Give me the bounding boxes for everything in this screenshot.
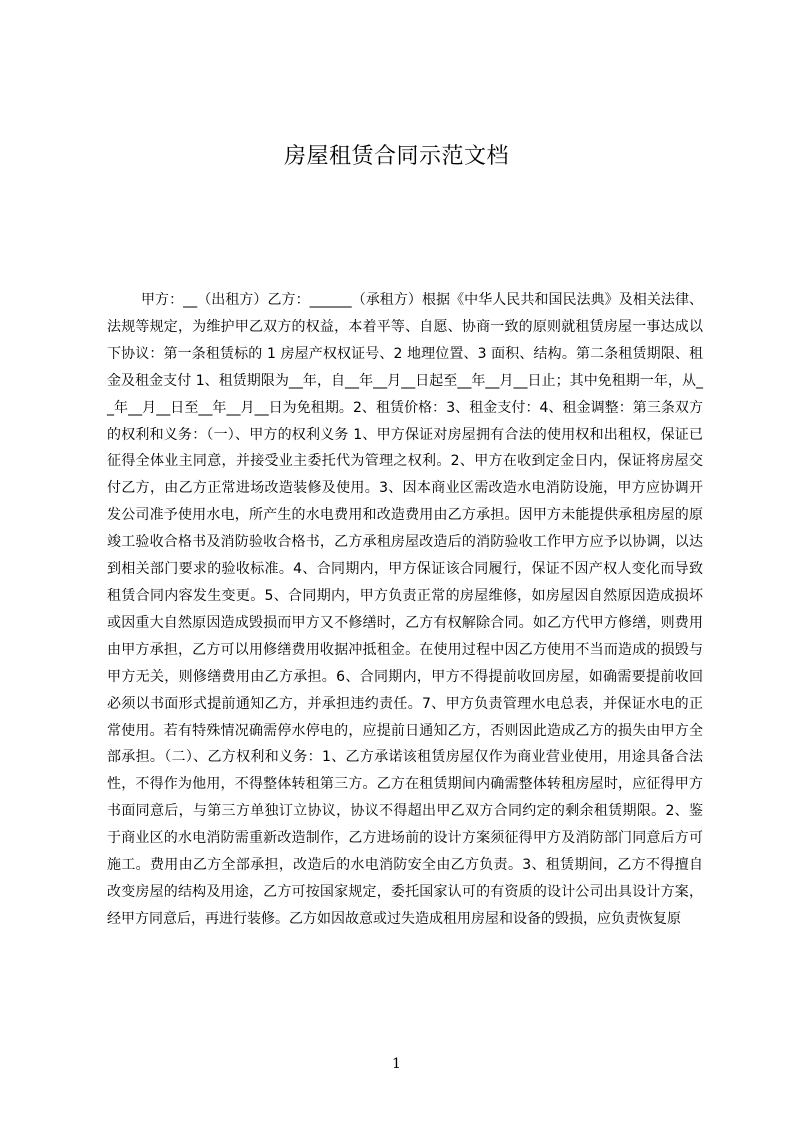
document-title: 房屋租赁合同示范文档	[283, 144, 509, 169]
contract-body-text: 甲方：__（出租方）乙方：______（承租方）根据《中华人民共和国民法典》及相关法律、法规等规定，为维护甲乙双方的权益，本着平等、自愿、协商一致的原则就租赁房屋一事达成以下协议：第一条租赁标的 1 房屋产权权证号、2 地理位置、3 面积、结构。第二条租赁期限、租金及租金支付 1、租赁期限为__年，自__年__月__日起至__年__月__日止；其中免租期一年，从__年__月__日至__年__月__日为免租期。2、租赁价格：3、租金支付：4、租金调整：第三条双方的权利和义务：（一）、甲方的权利义务 1、甲方保证对房屋拥有合法的使用权和出租权，保证已征得全体业主同意，并接受业主委托代为管理之权利。2、甲方在收到定金日内，保证将房屋交付乙方，由乙方正常进场改造装修及使用。3、因本商业区需改造水电消防设施，甲方应协调开发公司准予使用水电，所产生的水电费用和改造费用由乙方承担。因甲方未能提供承租房屋的原竣工验收合格书及消防验收合格书，乙方承租房屋改造后的消防验收工作甲方应予以协调，以达到相关部门要求的验收标准。4、合同期内，甲方保证该合同履行，保证不因产权人变化而导致租赁合同内容发生变更。5、合同期内，甲方负责正常的房屋维修，如房屋因自然原因造成损坏或因重大自然原因造成毁损而甲方又不修缮时，乙方有权解除合同。如乙方代甲方修缮，则费用由甲方承担，乙方可以用修缮费用收据冲抵租金。在使用过程中因乙方使用不当而造成的损毁与甲方无关，则修缮费用由乙方承担。6、合同期内，甲方不得提前收回房屋，如确需要提前收回必须以书面形式提前通知乙方，并承担违约责任。7、甲方负责管理水电总表，并保证水电的正常使用。若有特殊情况确需停水停电的，应提前日通知乙方，否则因此造成乙方的损失由甲方全部承担。（二）、乙方权利和义务：1、乙方承诺该租赁房屋仅作为商业营业使用，用途具备合法性，不得作为他用，不得整体转租第三方。乙方在租赁期间内确需整体转租房屋时，应征得甲方书面同意后，与第三方单独订立协议，协议不得超出甲乙双方合同约定的剩余租赁期限。2、鉴于商业区的水电消防需重新改造制作，乙方进场前的设计方案须征得甲方及消防部门同意后方可施工。费用由乙方全部承担，改造后的水电消防安全由乙方负责。3、租赁期间，乙方不得擅自改变房屋的结构及用途，乙方可按国家规定，委托国家认可的有资质的设计公司出具设计方案，经甲方同意后，再进行装修。乙方如因故意或过失造成租用房屋和设备的毁损，应负责恢复原	[107, 292, 703, 927]
page-number: 1	[392, 1056, 401, 1072]
